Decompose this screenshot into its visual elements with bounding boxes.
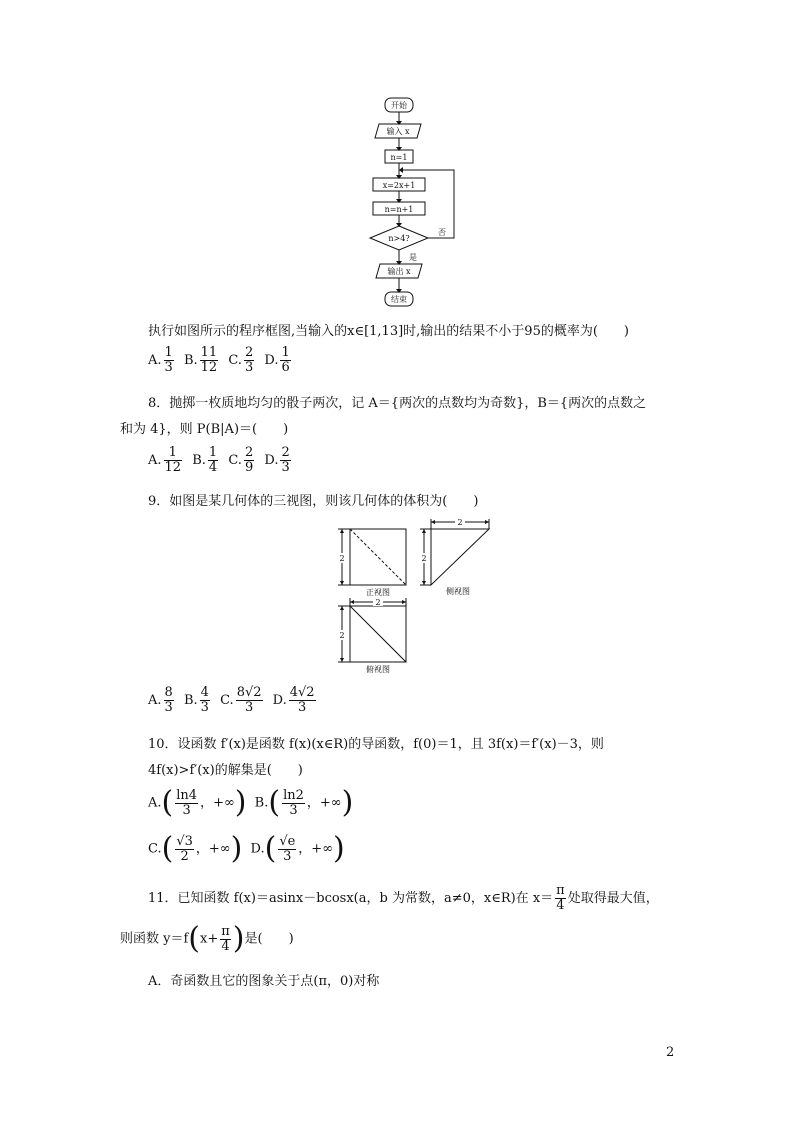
q8-option-b: B. $\frac{1}{4}$: [192, 445, 218, 475]
top-view-left-dim-label: 2: [339, 631, 345, 640]
q8-line2: 和为 4}，则 P(B|A)＝( ): [120, 422, 289, 437]
q8-options: [148, 446, 297, 475]
flow-yes-label: 是: [409, 253, 417, 262]
top-view-top-dim-label: 2: [375, 598, 381, 607]
q7-option-c: C. $\frac{2}{3}$: [228, 345, 254, 375]
side-view-caption: 侧视图: [446, 587, 470, 596]
flow-input-text: 输入 x: [386, 127, 410, 136]
side-view-left-dim-label: 2: [421, 554, 427, 563]
q10-line2: 4f(x)>f′(x)的解集是( ): [148, 763, 303, 778]
q10-line1: 10．设函数 f′(x)是函数 f(x)(x∈R)的导函数，f(0)＝1，且 3f(x)＝f′(x)－3，则: [148, 737, 604, 752]
q9-options: [148, 686, 322, 715]
top-view-diagonal: [350, 606, 406, 662]
q9-stem: 9．如图是某几何体的三视图，则该几何体的体积为( ): [148, 494, 479, 509]
side-view-triangle: [431, 529, 489, 585]
q8-line1: 8．抛掷一枚质地均匀的骰子两次，记 A＝{两次的点数均为奇数}，B＝{两次的点数之: [148, 396, 647, 411]
flow-assign-text: x=2x+1: [382, 181, 416, 190]
q11-option-a: A．奇函数且它的图象关于点(π，0)对称: [148, 974, 380, 989]
q9-option-d: D. $\frac{4√2}{3}$: [272, 685, 315, 715]
q8-option-a: A. $\frac{1}{12}$: [148, 445, 182, 475]
page-number: 2: [666, 1045, 675, 1060]
q10-options-row1: [148, 785, 357, 820]
flow-increment-text: n=n+1: [384, 205, 414, 214]
q7-option-a: A. $\frac{1}{3}$: [148, 345, 173, 375]
q9-option-c: C. $\frac{8√2}{3}$: [220, 685, 262, 715]
q10-option-c: C.( $\frac{√3}{2}$ ，+∞): [148, 831, 243, 866]
q10-option-a: A.( $\frac{\ln 4}{3}$ ，+∞): [148, 785, 247, 820]
flowchart: [360, 92, 470, 314]
side-view-top-dim-label: 2: [457, 518, 463, 527]
q7-option-b: B. $\frac{11}{12}$: [183, 345, 218, 375]
front-view-dim-label: 2: [339, 554, 345, 563]
q10-option-d: D.( $\frac{√e}{3}$ ，+∞): [250, 831, 345, 866]
q11-line2: 则函数 y＝f(x+ $\frac{\pi}{4}$ )是( ): [120, 921, 294, 956]
flow-no-label: 否: [438, 228, 446, 237]
flow-condition-text: n>4?: [388, 234, 410, 243]
flow-output-text: 输出 x: [387, 267, 411, 276]
q9-option-a: A. $\frac{8}{3}$: [148, 685, 173, 715]
front-view-dashed-diagonal: [350, 529, 406, 585]
flow-end-text: 结束: [391, 295, 407, 304]
q8-option-d: D. $\frac{2}{3}$: [264, 445, 290, 475]
flow-start-text: 开始: [391, 101, 407, 110]
q7-options: [148, 346, 297, 375]
flow-init-text: n=1: [390, 153, 408, 162]
three-view-diagram: [330, 514, 500, 678]
q11-line1: 11．已知函数 f(x)＝asinx－bcosx(a，b 为常数，a≠0，x∈R)在 x＝ $\frac{\pi}{4}$ 处取得最大值，: [148, 883, 659, 913]
q10-options-row2: [148, 831, 349, 866]
top-view-caption: 俯视图: [366, 665, 390, 674]
q8-option-c: C. $\frac{2}{9}$: [228, 445, 254, 475]
front-view-caption: 正视图: [366, 588, 390, 597]
q10-option-b: B.( $\frac{\ln 2}{3}$ ，+∞): [254, 785, 354, 820]
q7-option-d: D. $\frac{1}{6}$: [264, 345, 290, 375]
q7-stem: 执行如图所示的程序框图,当输入的x∈[1,13]时,输出的结果不小于95的概率为( ): [148, 324, 629, 339]
q9-option-b: B. $\frac{4}{3}$: [183, 685, 209, 715]
